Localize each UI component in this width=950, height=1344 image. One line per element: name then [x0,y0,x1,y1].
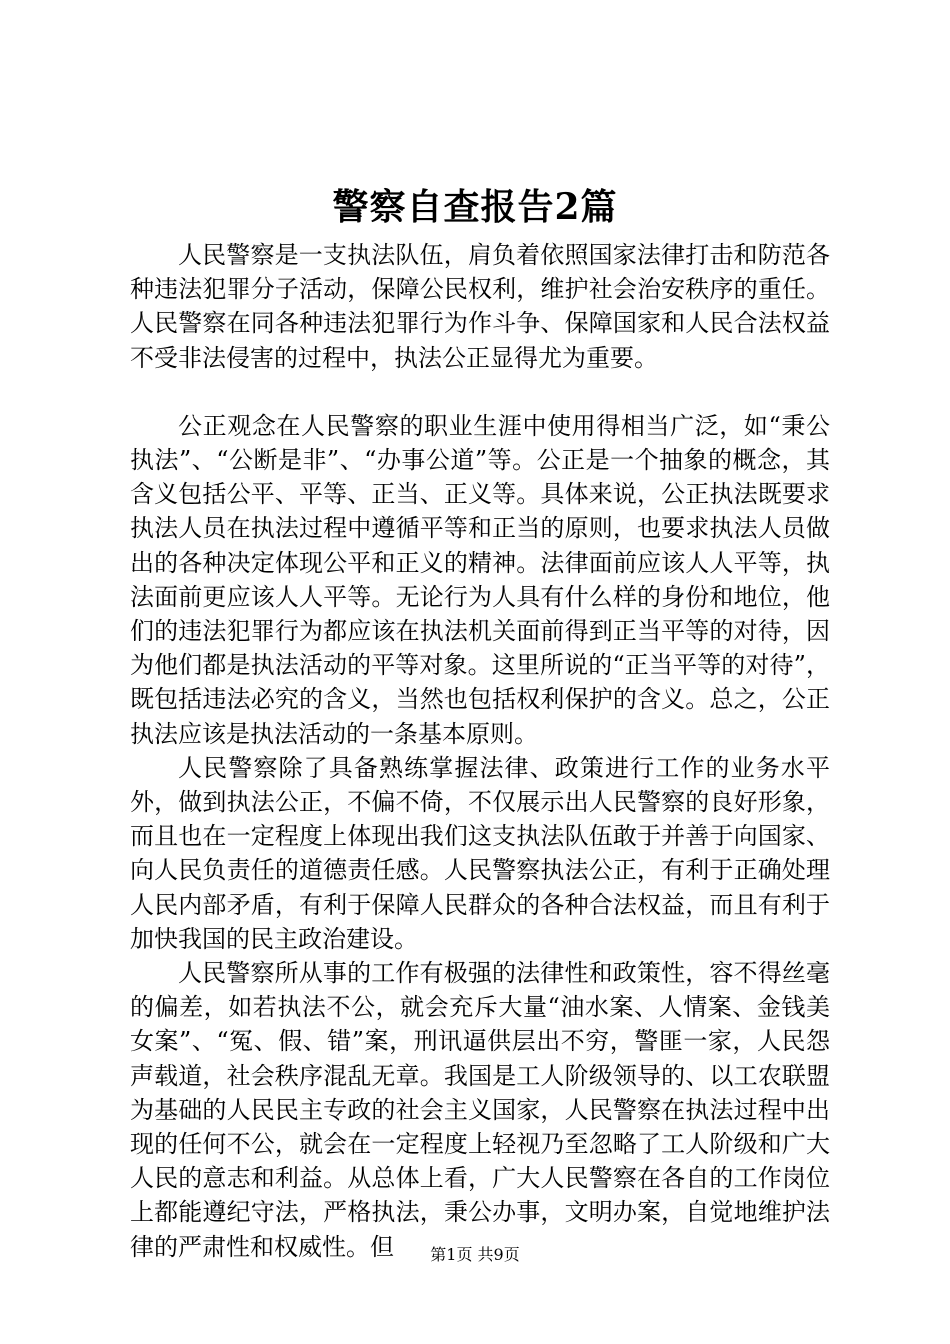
paragraph-2: 公正观念在人民警察的职业生涯中使用得相当广泛，如“秉公执法”、“公断是非”、“办事公道”等。公正是一个抽象的概念，其含义包括公平、平等、正当、正义等。具体来说，公正执法既要求执法人员在执法过程中遵循平等和正当的原则，也要求执法人员做出的各种决定体现公平和正义的精神。法律面前应该人人平等，执法面前更应该人人平等。无论行为人具有什么样的身份和地位，他们的违法犯罪行为都应该在执法机关面前得到正当平等的对待，因为他们都是执法活动的平等对象。这里所说的“正当平等的对待”，既包括违法必究的含义，当然也包括权利保护的含义。总之，公正执法应该是执法活动的一条基本原则。 [130,411,830,748]
paragraph-4: 人民警察所从事的工作有极强的法律性和政策性，容不得丝毫的偏差，如若执法不公，就会充斥大量“油水案、人情案、金钱美女案”、“冤、假、错”案，刑讯逼供层出不穷，警匪一家，人民怨声载道，社会秩序混乱无章。我国是工人阶级领导的、以工农联盟为基础的人民民主专政的社会主义国家，人民警察在执法过程中出现的任何不公，就会在一定程度上轻视乃至忽略了工人阶级和广大人民的意志和利益。从总体上看，广大人民警察在各自的工作岗位上都能遵纪守法，严格执法，秉公办事，文明办案，自觉地维护法律的严肃性和权威性。但 [130,959,830,1261]
paragraph-1: 人民警察是一支执法队伍，肩负着依照国家法律打击和防范各种违法犯罪分子活动，保障公民权利，维护社会治安秩序的重任。人民警察在同各种违法犯罪行为作斗争、保障国家和人民合法权益不受非法侵害的过程中，执法公正显得尤为重要。 [130,241,830,372]
page-number-footer: 第1页 共9页 [430,1245,520,1264]
paragraph-3: 人民警察除了具备熟练掌握法律、政策进行工作的业务水平外，做到执法公正，不偏不倚，不仅展示出人民警察的良好形象，而且也在一定程度上体现出我们这支执法队伍敢于并善于向国家、向人民负责任的道德责任感。人民警察执法公正，有利于正确处理人民内部矛盾，有利于保障人民群众的各种合法权益，而且有利于加快我国的民主政治建设。 [130,753,830,953]
document-body [130,238,830,1264]
page-title: 警察自查报告2篇 [332,186,618,228]
